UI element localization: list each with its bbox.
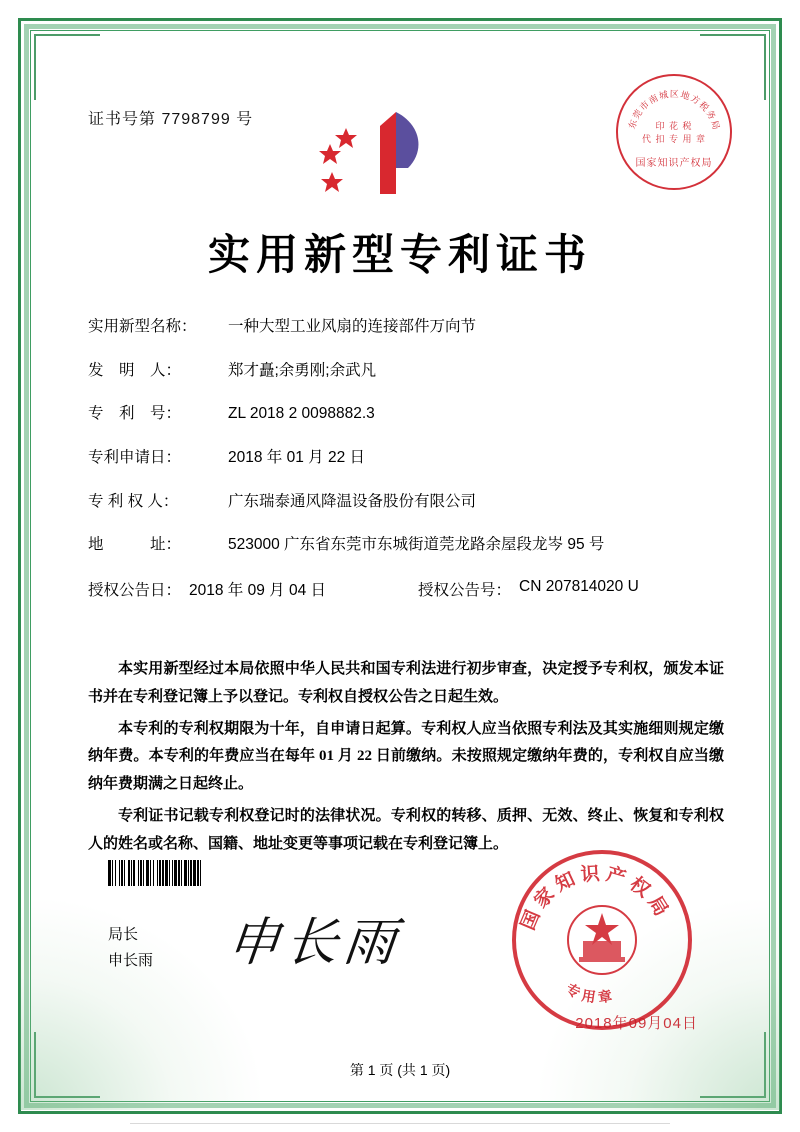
field-label: 专 利 号： — [88, 405, 182, 423]
field-list — [88, 316, 728, 618]
field-grant-date — [88, 578, 418, 600]
certificate-number: 证书号第 7798799 号 — [88, 111, 254, 128]
tax-stamp — [616, 74, 732, 190]
svg-text:东莞市南城区地方税务局: 东莞市南城区地方税务局 — [626, 88, 722, 132]
page-title: 实用新型专利证书 — [207, 233, 592, 279]
legal-paragraph: 专利证书记载专利权登记时的法律状况。专利权的转移、质押、无效、终止、恢复和专利权人的姓名或名称、国籍、地址变更等事项记载在专利登记簿上。 — [88, 807, 724, 852]
barcode — [108, 860, 323, 886]
field-label: 授权公告号： — [418, 582, 512, 600]
signature-block — [108, 922, 153, 973]
legal-paragraph: 本专利的专利权期限为十年，自申请日起算。专利权人应当依照专利法及其实施细则规定缴纳年费。本专利的年费应当在每年 01 月 22 日前缴纳。未按照规定缴纳年费的，专利权自应当缴纳年费期满之日起终止。 — [88, 720, 724, 792]
field-label: 授权公告日： — [88, 582, 182, 600]
field-patent-number — [88, 403, 728, 425]
field-value: 2018 年 09 月 04 日 — [189, 582, 327, 600]
field-value: 郑才矗;余勇刚;余武凡 — [228, 361, 377, 379]
official-seal — [512, 850, 692, 1030]
tax-stamp-line3: 国家知识产权局 — [635, 158, 713, 169]
field-value: 2018 年 01 月 22 日 — [228, 449, 365, 467]
certificate-content — [60, 60, 740, 1078]
field-utility-model-name — [88, 316, 728, 338]
tax-stamp-line1: 印 花 税 — [655, 121, 693, 131]
field-label: 专 利 权 人： — [88, 492, 179, 510]
field-grant-row — [88, 578, 728, 600]
field-value: 一种大型工业风扇的连接部件万向节 — [228, 318, 477, 335]
legal-text — [88, 656, 724, 862]
field-application-date — [88, 447, 728, 469]
field-value: CN 207814020 U — [519, 578, 639, 596]
svg-text:国家知识产权局: 国家知识产权局 — [517, 863, 675, 934]
field-label: 地 址： — [88, 536, 182, 554]
signature-role: 局长 — [108, 926, 139, 943]
field-value: 广东瑞泰通风降温设备股份有限公司 — [228, 492, 477, 510]
field-label: 专利申请日： — [88, 449, 182, 467]
handwritten-signature: 申长雨 — [224, 915, 405, 972]
svg-text:专用章: 专用章 — [563, 980, 618, 1006]
field-address — [88, 534, 728, 556]
field-label: 实用新型名称： — [88, 318, 197, 335]
signature-name: 申长雨 — [108, 951, 154, 969]
national-emblem-icon — [559, 897, 645, 983]
field-inventor — [88, 360, 728, 382]
legal-paragraph: 本实用新型经过本局依照中华人民共和国专利法进行初步审查，决定授予专利权，颁发本证书并在专利登记簿上予以登记。专利权自授权公告之日起生效。 — [88, 661, 724, 705]
page-number: 第 1 页 (共 1 页) — [349, 1062, 451, 1078]
sipo-logo-icon — [316, 106, 446, 206]
field-patentee — [88, 491, 728, 513]
field-value: ZL 2018 2 0098882.3 — [228, 405, 375, 423]
seal-date: 2018年09月04日 — [575, 1015, 698, 1032]
field-value: 523000 广东省东莞市东城街道莞龙路余屋段龙岑 95 号 — [228, 536, 605, 554]
field-label: 发 明 人： — [88, 361, 182, 379]
scan-artifact-line — [130, 1123, 670, 1124]
tax-stamp-line2: 代 扣 专 用 章 — [641, 134, 706, 144]
field-grant-number — [418, 578, 728, 600]
